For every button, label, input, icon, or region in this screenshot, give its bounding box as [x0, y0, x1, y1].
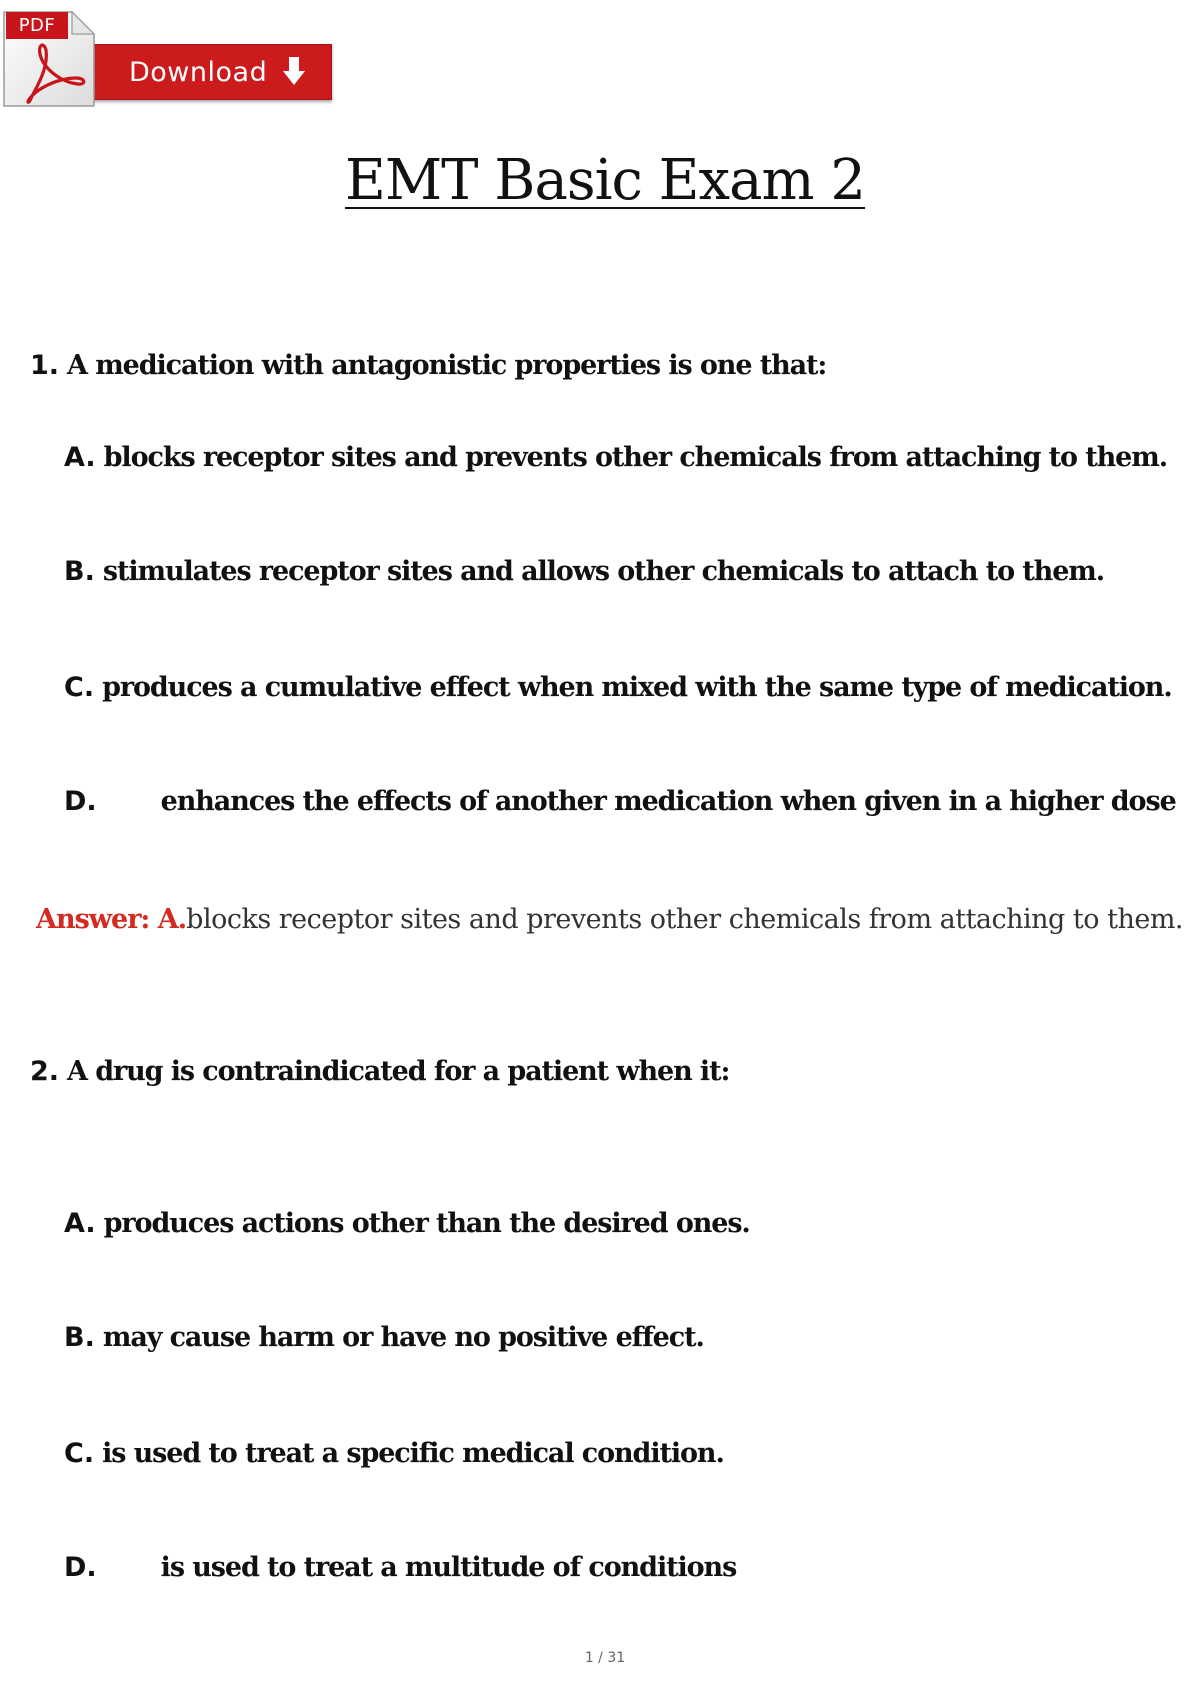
option-text: stimulates receptor sites and allows other chemicals to attach to them. — [102, 556, 1105, 587]
option-text: produces actions other than the desired ones. — [103, 1208, 750, 1239]
question-number: 1. — [30, 350, 60, 381]
option-text: is used to treat a specific medical condition. — [102, 1438, 724, 1469]
question-1 — [30, 350, 826, 381]
download-button[interactable] — [92, 44, 332, 100]
option-2b — [64, 1322, 704, 1353]
pdf-label: PDF — [6, 12, 68, 39]
option-letter: B. — [64, 556, 95, 587]
document-title — [0, 148, 1200, 213]
option-letter: B. — [64, 1322, 95, 1353]
answer-text: blocks receptor sites and prevents other chemicals from attaching to them. — [186, 904, 1184, 935]
question-number: 2. — [30, 1056, 60, 1087]
option-2d — [64, 1552, 736, 1583]
option-text: is used to treat a multitude of conditions — [160, 1552, 737, 1583]
page-number: 1 / 31 — [584, 1650, 626, 1666]
option-text: may cause harm or have no positive effect. — [102, 1322, 704, 1353]
option-letter: C. — [64, 672, 95, 703]
option-1c — [64, 672, 1172, 703]
document-title-text: EMT Basic Exam 2 — [344, 148, 866, 213]
option-letter: C. — [64, 1438, 95, 1469]
question-2 — [30, 1056, 729, 1087]
option-text: enhances the effects of another medication when given in a higher dose — [160, 786, 1176, 817]
question-text: A medication with antagonistic properties is one that: — [67, 350, 827, 381]
option-letter: D. — [64, 786, 97, 817]
option-letter: D. — [64, 1552, 97, 1583]
option-2a — [64, 1208, 750, 1239]
answer-1 — [36, 904, 1183, 935]
option-text: blocks receptor sites and prevents other chemicals from attaching to them. — [103, 442, 1168, 473]
option-2c — [64, 1438, 724, 1469]
answer-label: Answer: A. — [36, 904, 187, 935]
option-1d — [64, 786, 1176, 817]
question-text: A drug is contraindicated for a patient when it: — [67, 1056, 730, 1087]
download-label: Download — [129, 56, 268, 88]
option-1b — [64, 556, 1104, 587]
download-arrow-icon — [283, 57, 305, 87]
option-letter: A. — [64, 442, 96, 473]
option-letter: A. — [64, 1208, 96, 1239]
option-1a — [64, 442, 1167, 473]
option-text: produces a cumulative effect when mixed with the same type of medication. — [102, 672, 1172, 703]
